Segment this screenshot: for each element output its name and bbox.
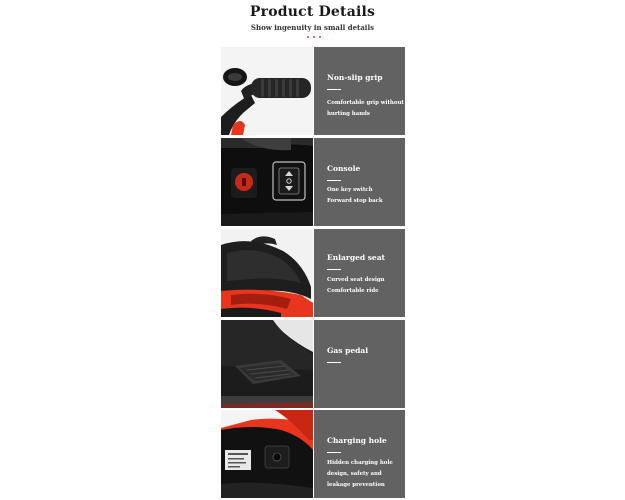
charging-hole-image: [221, 410, 313, 498]
grip-photo: [221, 47, 313, 135]
dot-icon: [313, 36, 315, 38]
panel-title: Gas pedal: [327, 346, 369, 355]
charging-info: [314, 410, 405, 498]
panel-text: Curved seat design: [327, 277, 385, 283]
title-rule: [327, 89, 341, 90]
console-info: [314, 138, 405, 226]
panel-text: leakage prevention: [327, 482, 385, 488]
panel-title: Console: [327, 164, 361, 173]
charging-photo: [221, 410, 313, 498]
page-header: [0, 0, 625, 46]
seat-photo: [221, 229, 313, 317]
panel-title: Non-slip grip: [327, 73, 383, 82]
dot-icon: [319, 36, 321, 38]
panel-text: Forward stop back: [327, 198, 383, 204]
panel-text: hurting hands: [327, 111, 370, 117]
dot-icon: [307, 36, 309, 38]
console-switch-image: [221, 138, 313, 226]
panel-text: Comfortable ride: [327, 288, 379, 294]
panel-title: Charging hole: [327, 436, 387, 445]
title-rule: [327, 269, 341, 270]
pedal-info: [314, 320, 405, 408]
seat-info: [314, 229, 405, 317]
title-rule: [327, 452, 341, 453]
title-rule: [327, 362, 341, 363]
gas-pedal-image: [221, 320, 313, 408]
title-rule: [327, 180, 341, 181]
panel-text: design, safety and: [327, 471, 382, 477]
detail-panel-charging: [221, 410, 405, 498]
panel-text: Hidden charging hole: [327, 460, 393, 466]
decorative-dots: [307, 36, 321, 40]
grip-info: [314, 47, 405, 135]
detail-panel-grip: [221, 47, 405, 135]
detail-panel-seat: [221, 229, 405, 317]
seat-image: [221, 229, 313, 317]
detail-panel-pedal: [221, 320, 405, 408]
page-title: Product Details: [249, 4, 376, 20]
handlebar-grip-image: [221, 47, 313, 135]
panel-title: Enlarged seat: [327, 253, 386, 262]
console-photo: [221, 138, 313, 226]
panel-text: Comfortable grip without: [327, 100, 404, 106]
page-subtitle: Show ingenuity in small details: [250, 23, 375, 32]
pedal-photo: [221, 320, 313, 408]
detail-panel-console: [221, 138, 405, 226]
panel-text: One key switch: [327, 187, 373, 193]
